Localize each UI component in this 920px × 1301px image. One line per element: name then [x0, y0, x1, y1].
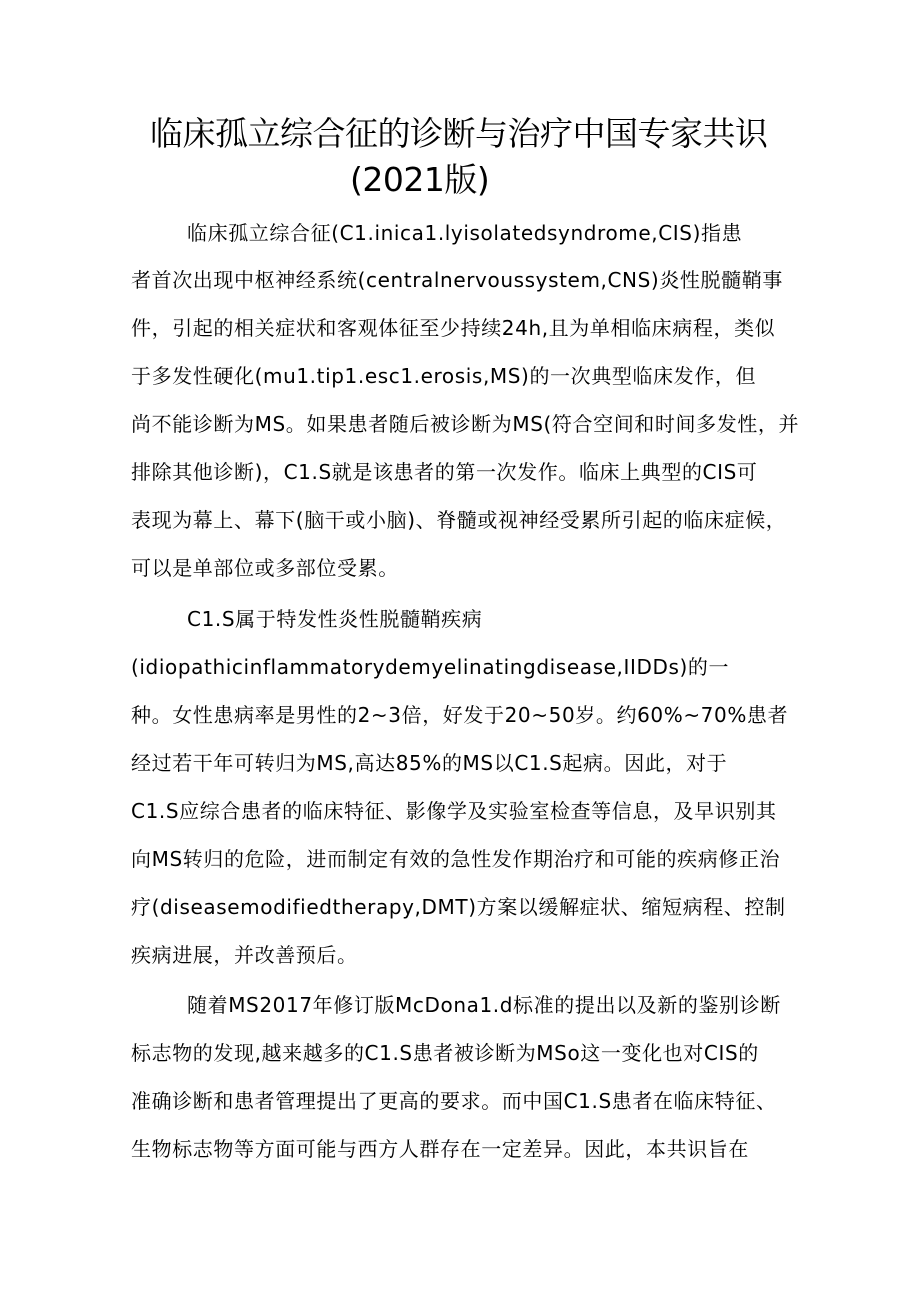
document-title: 临床孤立综合征的诊断与治疗中国专家共识	[150, 114, 768, 153]
paragraph-1-line: 可以是单部位或多部位受累。	[131, 556, 399, 580]
paragraph-1-line: 于多发性硬化(mu1.tip1.esc1.erosis,MS)的一次典型临床发作，但	[131, 364, 757, 388]
paragraph-2-line: 向MS转归的危险，进而制定有效的急性发作期治疗和可能的疾病修正治	[131, 847, 781, 871]
paragraph-3-line: 随着MS2017年修订版McDona1.d标准的提出以及新的鉴别诊断	[187, 993, 781, 1017]
paragraph-2-line: 疾病进展，并改善预后。	[131, 943, 358, 967]
paragraph-3-line: 准确诊断和患者管理提出了更高的要求。而中国C1.S患者在临床特征、	[131, 1089, 777, 1113]
paragraph-2-line: 种。女性患病率是男性的2~3倍，好发于20~50岁。约60%~70%患者	[131, 703, 789, 727]
paragraph-1-line: 临床孤立综合征(C1.inica1.lyisolatedsyndrome,CIS)指患	[187, 221, 743, 245]
paragraph-3-line: 生物标志物等方面可能与西方人群存在一定差异。因此，本共识旨在	[131, 1137, 749, 1161]
paragraph-2-line: C1.S属于特发性炎性脱髓鞘疾病	[187, 607, 483, 631]
paragraph-1-line: 排除其他诊断)，C1.S就是该患者的第一次发作。临床上典型的CIS可	[131, 460, 758, 484]
document-title-edition: (2021版)	[350, 160, 490, 199]
paragraph-1-line: 件，引起的相关症状和客观体征至少持续24h,且为单相临床病程，类似	[131, 316, 776, 340]
paragraph-2-line: C1.S应综合患者的临床特征、影像学及实验室检查等信息，及早识别其	[131, 799, 777, 823]
paragraph-2-line: 疗(diseasemodifiedtherapy,DMT)方案以缓解症状、缩短病程、控制	[131, 895, 786, 919]
paragraph-3-line: 标志物的发现,越来越多的C1.S患者被诊断为MSo这一变化也对CIS的	[131, 1041, 759, 1065]
paragraph-1-line: 尚不能诊断为MS。如果患者随后被诊断为MS(符合空间和时间多发性，并	[131, 412, 800, 436]
paragraph-2-line: (idiopathicinflammatorydemyelinatingdisease,IIDDs)的一	[131, 655, 730, 679]
paragraph-1-line: 表现为幕上、幕下(脑干或小脑)、脊髓或视神经受累所引起的临床症候，	[131, 508, 787, 532]
paragraph-2-line: 经过若干年可转归为MS,高达85%的MS以C1.S起病。因此，对于	[131, 751, 728, 775]
paragraph-1-line: 者首次出现中枢神经系统(centralnervoussystem,CNS)炎性脱髓鞘事	[131, 268, 783, 292]
